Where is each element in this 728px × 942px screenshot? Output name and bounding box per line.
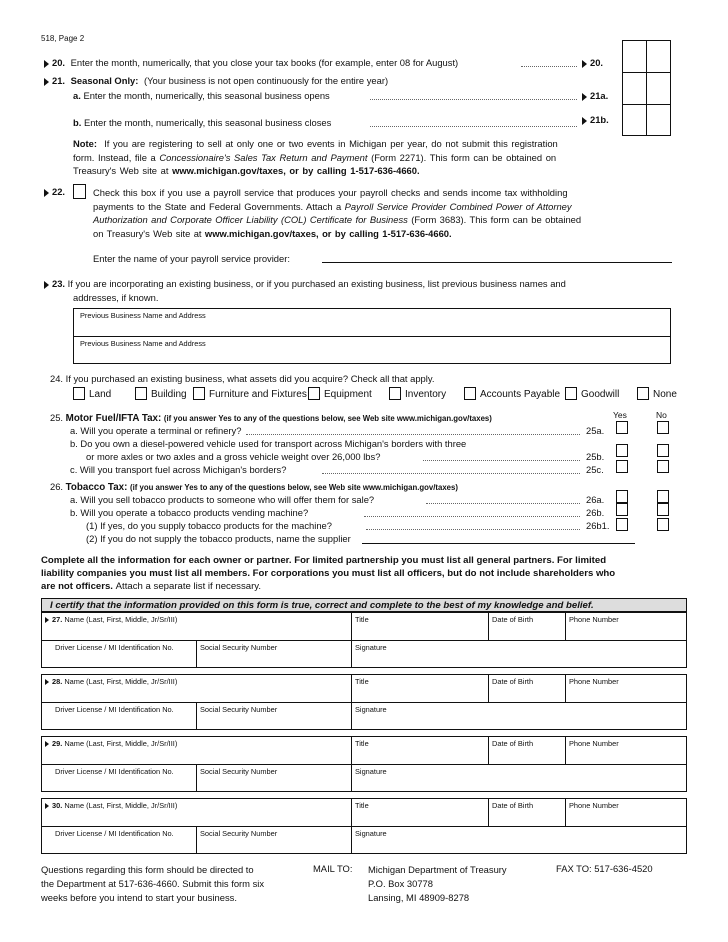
owner-title-field[interactable]: Title (355, 615, 369, 624)
arrow-icon (45, 741, 49, 747)
q26a-no-checkbox[interactable] (657, 490, 669, 503)
q26b1-yes-checkbox[interactable] (616, 518, 628, 531)
previous-business-field-1[interactable]: Previous Business Name and Address (80, 311, 206, 320)
q25c-yes-checkbox[interactable] (616, 460, 628, 473)
owner-dl-field[interactable]: Driver License / MI Identification No. (55, 705, 174, 714)
owner-dob-field[interactable]: Date of Birth (492, 677, 534, 686)
arrow-icon (45, 679, 49, 685)
page-label: 518, Page 2 (41, 34, 85, 43)
mail-address: Michigan Department of Treasury P.O. Box 30778 Lansing, MI 48909-8278 (368, 864, 507, 903)
arrow-icon (44, 281, 49, 289)
q25c-no-checkbox[interactable] (657, 460, 669, 473)
q21-row: 21. Seasonal Only: (Your business is not open continuously for the entire year) (44, 75, 388, 86)
certification-statement: I certify that the information provided on this form is true, correct and complete to the best of my knowledge and belief. (41, 598, 687, 612)
owner-title-field[interactable]: Title (355, 677, 369, 686)
q21a-ref: 21a. (582, 90, 608, 101)
asset-label: Equipment (324, 389, 372, 400)
arrow-icon (582, 117, 587, 125)
q23-text: 23. If you are incorporating an existing business, or if you purchased an existing business, list previous business names and addresses, if known. (44, 277, 566, 304)
owner-title-field[interactable]: Title (355, 801, 369, 810)
owner-dl-field[interactable]: Driver License / MI Identification No. (55, 767, 174, 776)
q22-text: Check this box if you use a payroll service that produces your payroll checks and sends income tax withholding payments to the State and Federal Governments. Attach a Payroll Service Provider Combined Power of Attorney Authorization and Corporate Officer Liability (COL) Certificate for Business (Form 3683). This form can be obtained on Treasury's Web site at www.michigan.gov/taxes, or by calling 1-517-636-4660. (93, 187, 582, 239)
owner-phone-field[interactable]: Phone Number (569, 801, 619, 810)
q26b-ref: 26b. (586, 507, 605, 518)
payroll-provider-input[interactable] (322, 262, 672, 263)
q21a-month-digit-2[interactable] (647, 73, 670, 104)
q20-row: 20. Enter the month, numerically, that you close your tax books (for example, enter 08 for August) (44, 57, 458, 68)
owner-ssn-field[interactable]: Social Security Number (200, 829, 278, 838)
q26b2-text: (2) If you do not supply the tobacco products, name the supplier (86, 533, 351, 544)
q26-header: 26. Tobacco Tax: (if you answer Yes to any of the questions below, see Web site www.michigan.gov/taxes) (50, 481, 458, 493)
asset-checkbox-goodwill[interactable] (565, 387, 577, 400)
q25b-text-2: or more axles or two axles and a gross vehicle weight over 26,000 lbs? (86, 451, 381, 462)
q21a-row: a. Enter the month, numerically, this seasonal business opens (73, 90, 330, 101)
q24-text: 24. If you purchased an existing business, what assets did you acquire? Check all that apply. (50, 373, 435, 384)
q26a-ref: 26a. (586, 494, 605, 505)
asset-checkbox-furniture-and-fixtures[interactable] (193, 387, 205, 400)
owner-title-field[interactable]: Title (355, 739, 369, 748)
asset-label: None (653, 389, 677, 400)
asset-label: Land (89, 389, 112, 400)
q25a-ref: 25a. (586, 425, 605, 436)
asset-label: Furniture and Fixtures (209, 389, 307, 400)
arrow-icon (45, 617, 49, 623)
yes-column-label: Yes (613, 410, 627, 420)
q25a-no-checkbox[interactable] (657, 421, 669, 434)
owner-signature-field[interactable]: Signature (355, 829, 387, 838)
owner-instructions: Complete all the information for each owner or partner. For limited partnership you must list all general partners. For limited liability companies you must list all members. For corporations you must list all officers, but do not include shareholders who are not officers. Attach a separate list if necessary. (41, 555, 616, 592)
q25c-ref: 25c. (586, 464, 604, 475)
q21b-row: b. Enter the month, numerically, this seasonal business closes (73, 117, 332, 128)
owner-dl-field[interactable]: Driver License / MI Identification No. (55, 643, 174, 652)
footer-questions: Questions regarding this form should be directed to the Department at 517-636-4660. Submit this form six weeks before you intend to start your business. (41, 864, 265, 903)
q26b1-ref: 26b1. (586, 520, 610, 531)
owner-signature-field[interactable]: Signature (355, 643, 387, 652)
q21-note: Note: If you are registering to sell at only one or two events in Michigan per year, do not submit this registration form. Instead, file a Concessionaire's Sales Tax Return and Payment (Form 2271). This form can be obtained on Treasury's Web site at www.michigan.gov/taxes, or by calling 1-517-636-4660. (73, 138, 558, 176)
asset-label: Building (151, 389, 187, 400)
q26b-text: b. Will you operate a tobacco products vending machine? (70, 507, 309, 518)
q20-month-digit-1[interactable] (623, 41, 646, 72)
owner-name-field[interactable]: 28. Name (Last, First, Middle, Jr/Sr/III) (45, 677, 177, 686)
q20-ref: 20. (582, 57, 603, 68)
owner-ssn-field[interactable]: Social Security Number (200, 767, 278, 776)
tobacco-supplier-input[interactable] (362, 543, 635, 544)
asset-checkbox-land[interactable] (73, 387, 85, 400)
q22-payroll-service-checkbox[interactable] (73, 184, 86, 199)
arrow-icon (582, 60, 587, 68)
q25a-yes-checkbox[interactable] (616, 421, 628, 434)
q21b-month-digit-1[interactable] (623, 105, 646, 136)
q25b-yes-checkbox[interactable] (616, 444, 628, 457)
q26b-no-checkbox[interactable] (657, 503, 669, 516)
q21a-month-digit-1[interactable] (623, 73, 646, 104)
arrow-icon (44, 78, 49, 86)
q21b-month-digit-2[interactable] (647, 105, 670, 136)
arrow-icon (44, 189, 49, 197)
asset-label: Accounts Payable (480, 389, 561, 400)
q25c-text: c. Will you transport fuel across Michigan's borders? (70, 464, 287, 475)
q26a-yes-checkbox[interactable] (616, 490, 628, 503)
q25b-no-checkbox[interactable] (657, 444, 669, 457)
asset-label: Goodwill (581, 389, 620, 400)
arrow-icon (582, 93, 587, 101)
previous-business-field-2[interactable]: Previous Business Name and Address (80, 339, 206, 348)
owner-name-field[interactable]: 27. Name (Last, First, Middle, Jr/Sr/III) (45, 615, 177, 624)
fax-number: FAX TO: 517-636-4520 (556, 863, 653, 874)
arrow-icon (45, 803, 49, 809)
q20-month-digit-2[interactable] (647, 41, 670, 72)
payroll-provider-label: Enter the name of your payroll service provider: (93, 253, 290, 264)
arrow-icon (44, 60, 49, 68)
q26a-text: a. Will you sell tobacco products to someone who will offer them for sale? (70, 494, 375, 505)
q26b1-text: (1) If yes, do you supply tobacco products for the machine? (86, 520, 332, 531)
q25a-text: a. Will you operate a terminal or refinery? (70, 425, 242, 436)
owner-phone-field[interactable]: Phone Number (569, 739, 619, 748)
q26b1-no-checkbox[interactable] (657, 518, 669, 531)
asset-checkbox-none[interactable] (637, 387, 649, 400)
owner-dob-field[interactable]: Date of Birth (492, 615, 534, 624)
q21b-ref: 21b. (582, 114, 609, 125)
owner-phone-field[interactable]: Phone Number (569, 615, 619, 624)
owner-name-field[interactable]: 29. Name (Last, First, Middle, Jr/Sr/III) (45, 739, 177, 748)
asset-label: Inventory (405, 389, 447, 400)
asset-checkbox-building[interactable] (135, 387, 147, 400)
owner-dob-field[interactable]: Date of Birth (492, 801, 534, 810)
owner-signature-field[interactable]: Signature (355, 767, 387, 776)
owner-signature-field[interactable]: Signature (355, 705, 387, 714)
no-column-label: No (656, 410, 667, 420)
asset-checkbox-accounts-payable[interactable] (464, 387, 476, 400)
asset-checkbox-inventory[interactable] (389, 387, 401, 400)
owner-dob-field[interactable]: Date of Birth (492, 739, 534, 748)
asset-checkbox-equipment[interactable] (308, 387, 320, 400)
owner-ssn-field[interactable]: Social Security Number (200, 705, 278, 714)
owner-ssn-field[interactable]: Social Security Number (200, 643, 278, 652)
mail-to-label: MAIL TO: (313, 863, 353, 874)
q25b-text-1: b. Do you own a diesel-powered vehicle used for transport across Michigan's borders with three (70, 438, 467, 449)
q25-header: 25. Motor Fuel/IFTA Tax: (if you answer Yes to any of the questions below, see Web site www.michigan.gov/taxes) (50, 412, 492, 424)
q26b-yes-checkbox[interactable] (616, 503, 628, 516)
q22-num: 22. (44, 186, 65, 197)
owner-phone-field[interactable]: Phone Number (569, 677, 619, 686)
owner-dl-field[interactable]: Driver License / MI Identification No. (55, 829, 174, 838)
owner-name-field[interactable]: 30. Name (Last, First, Middle, Jr/Sr/III) (45, 801, 177, 810)
q25b-ref: 25b. (586, 451, 605, 462)
